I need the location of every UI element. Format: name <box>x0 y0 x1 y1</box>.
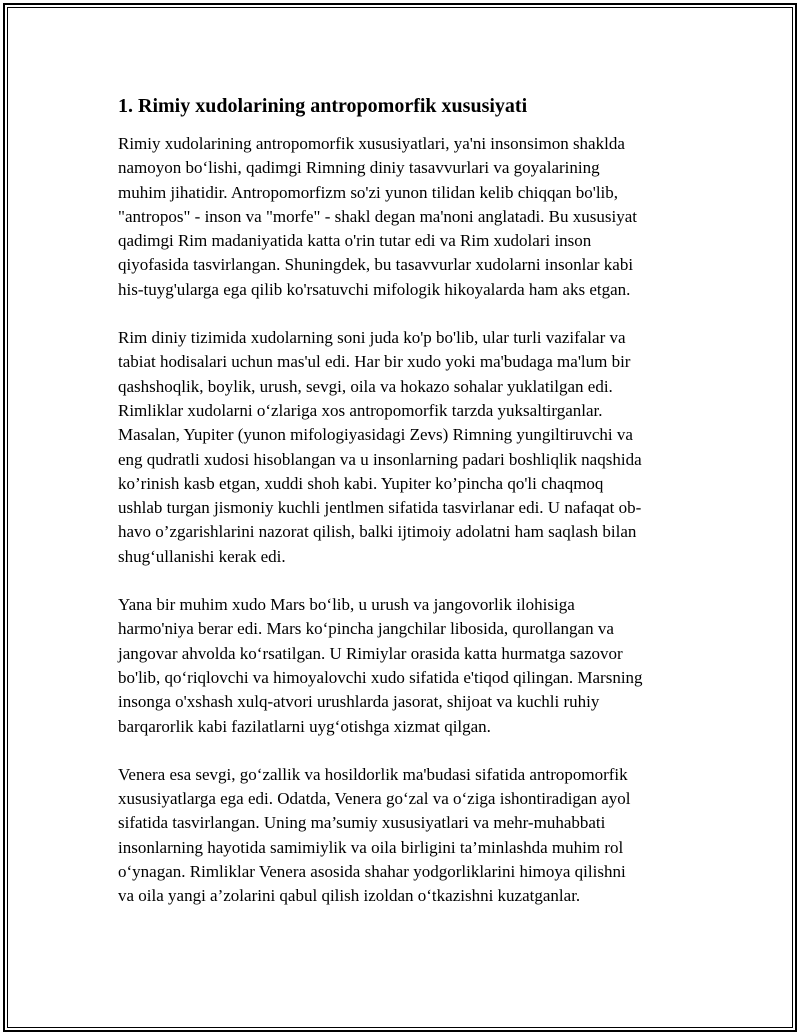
paragraph-4 <box>118 763 688 909</box>
paragraph-line: va oila yangi a’zolarini qabul qilish izoldan o‘tkazishni kuzatganlar. <box>118 886 581 906</box>
paragraph-line: qadimgi Rim madaniyatida katta o'rin tutar edi va Rim xudolari inson <box>118 231 592 251</box>
paragraph-line: Rimiy xudolarining antropomorfik xususiyatlari, ya'ni insonsimon shaklda <box>118 134 625 153</box>
paragraph-line: jangovar ahvolda ko‘rsatilgan. U Rimiylar orasida katta hurmatga sazovor <box>118 643 623 663</box>
paragraphs <box>118 132 688 909</box>
paragraph-line: shug‘ullanishi kerak edi. <box>118 546 286 566</box>
paragraph-line: tabiat hodisalari uchun mas'ul edi. Har bir xudo yoki ma'budaga ma'lum bir <box>118 352 631 372</box>
paragraph-line: qashshoqlik, boylik, urush, sevgi, oila va hokazo sohalar yuklatilgan edi. <box>118 376 613 396</box>
paragraph-3 <box>118 593 688 739</box>
paragraph-line: Rimliklar xudolarni o‘zlariga xos antropomorfik tarzda yuksaltirganlar. <box>118 400 603 420</box>
paragraph-line: bo'lib, qo‘riqlovchi va himoyalovchi xudo sifatida e'tiqod qilingan. Marsning <box>118 667 643 687</box>
paragraph-line: ko’rinish kasb etgan, xuddi shoh kabi. Yupiter ko’pincha qo'li chaqmoq <box>118 473 604 493</box>
paragraph-line: harmo'niya berar edi. Mars ko‘pincha jangchilar libosida, qurollangan va <box>118 619 614 639</box>
section-heading: 1. Rimiy xudolarining antropomorfik xususiyati <box>118 95 528 117</box>
paragraph-line: qiyofasida tasvirlangan. Shuningdek, bu tasavvurlar xudolarni insonlar kabi <box>118 255 634 275</box>
paragraph-line: Yana bir muhim xudo Mars bo‘lib, u urush va jangovorlik ilohisiga <box>118 595 575 615</box>
paragraph-line: havo o’zgarishlarini nazorat qilish, balki ijtimoiy adolatni ham saqlash bilan <box>118 522 637 542</box>
paragraph-line: insonlarning hayotida samimiylik va oila birligini ta’minlashda muhim rol <box>118 837 624 857</box>
paragraph-line: Venera esa sevgi, go‘zallik va hosildorlik ma'budasi sifatida antropomorfik <box>118 764 628 784</box>
paragraph-line: Masalan, Yupiter (yunon mifologiyasidagi Zevs) Rimning yungiltiruvchi va <box>118 425 633 445</box>
paragraph-1 <box>118 132 688 302</box>
paragraph-line: eng qudratli xudosi hisoblangan va u insonlarning padari boshliqlik naqshida <box>118 449 642 469</box>
paragraph-line: "antropos" - inson va "morfe" - shakl degan ma'noni anglatadi. Bu xususiyat <box>118 206 637 226</box>
paragraph-line: xususiyatlarga ega edi. Odatda, Venera go‘zal va o‘ziga ishontiradigan ayol <box>118 789 631 809</box>
paragraph-line: his-tuyg'ularga ega qilib ko'rsatuvchi mifologik hikoyalarda ham aks etgan. <box>118 279 631 299</box>
paragraph-line: ushlab turgan jismoniy kuchli jentlmen sifatida tasvirlanar edi. U nafaqat ob- <box>118 498 642 518</box>
paragraph-line: muhim jihatidir. Antropomorfizm so'zi yunon tilidan kelib chiqqan bo'lib, <box>118 182 619 202</box>
paragraph-line: sifatida tasvirlangan. Uning ma’sumiy xususiyatlari va mehr-muhabbati <box>118 813 606 833</box>
paragraph-line: barqarorlik kabi fazilatlarni uyg‘otishga xizmat qilgan. <box>118 716 491 736</box>
paragraph-2 <box>118 326 688 569</box>
document-body <box>118 92 688 933</box>
paragraph-line: Rim diniy tizimida xudolarning soni juda ko'p bo'lib, ular turli vazifalar va <box>118 328 626 348</box>
paragraph-line: o‘ynagan. Rimliklar Venera asosida shahar yodgorliklarini himoya qilishni <box>118 862 626 882</box>
paragraph-line: insonga o'xshash xulq-atvori urushlarda jasorat, shijoat va kuchli ruhiy <box>118 692 600 712</box>
paragraph-line: namoyon bo‘lishi, qadimgi Rimning diniy tasavvurlari va goyalarining <box>118 158 600 178</box>
